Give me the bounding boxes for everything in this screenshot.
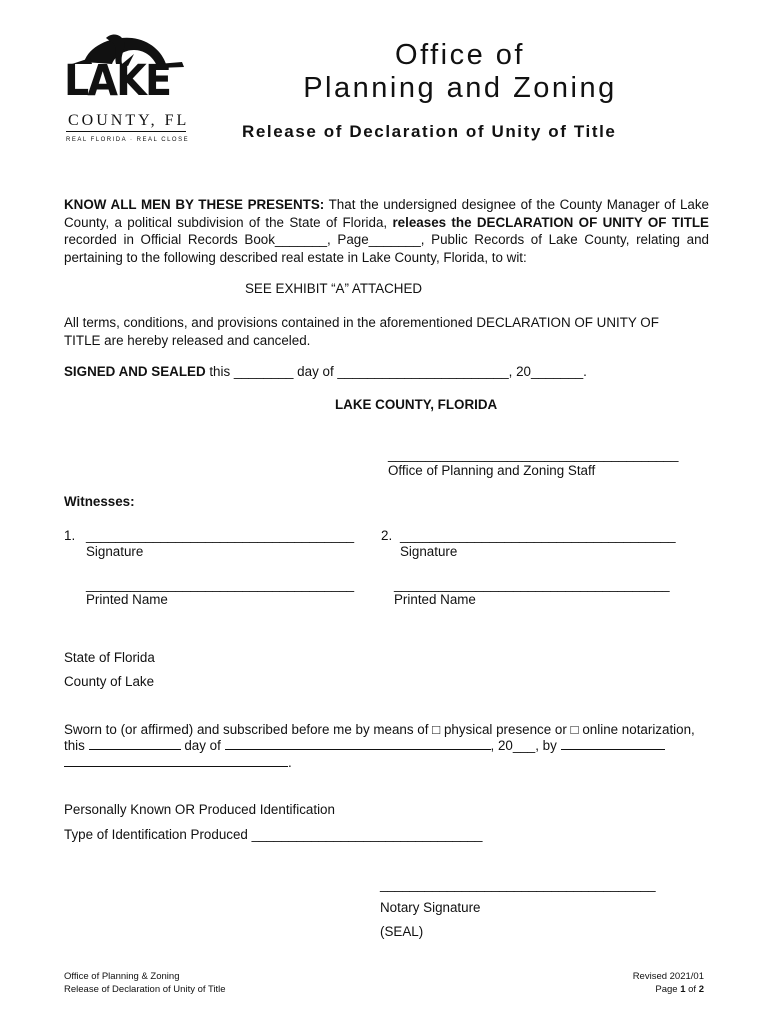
- period: .: [288, 755, 292, 770]
- notary-signature-line[interactable]: _____________________________________: [380, 877, 656, 892]
- logo-county: COUNTY, FL: [68, 112, 190, 129]
- page-title-line1: Office of: [395, 39, 525, 71]
- witness1-signature-label: Signature: [86, 544, 144, 559]
- page-title-line2: Planning and Zoning: [303, 72, 617, 104]
- footer-left: [64, 970, 226, 996]
- know-all-men-lead: KNOW ALL MEN BY THESE PRESENTS:: [64, 197, 325, 212]
- signed-sealed-blanks[interactable]: this ________ day of _______________________, 20_______.: [205, 364, 587, 379]
- physical-presence-label: physical presence or: [440, 722, 571, 737]
- county-of-lake: County of Lake: [64, 674, 155, 689]
- exhibit-reference: SEE EXHIBIT “A” ATTACHED: [245, 281, 423, 296]
- witness1-printed-line[interactable]: ____________________________________: [86, 577, 355, 592]
- staff-signature-line[interactable]: _______________________________________: [388, 447, 679, 462]
- witness1-number: 1.: [64, 528, 76, 543]
- release-paragraph: [64, 196, 709, 266]
- personally-known-text: Personally Known OR Produced Identification: [64, 802, 335, 817]
- county-heading: LAKE COUNTY, FLORIDA: [335, 397, 498, 412]
- year-by-label: , 20___, by: [490, 738, 557, 753]
- seal-label: (SEAL): [380, 924, 424, 939]
- terms-paragraph: All terms, conditions, and provisions contained in the aforementioned DECLARATION OF UNITY OF TITLE are hereby released and canceled.: [64, 315, 659, 348]
- witness2-signature-line[interactable]: _____________________________________: [400, 528, 676, 543]
- release-declaration-text: releases the DECLARATION OF UNITY OF TITLE: [392, 214, 709, 230]
- online-notarization-checkbox[interactable]: □: [570, 722, 579, 737]
- footer-right: [633, 970, 704, 996]
- name-line: [64, 754, 292, 772]
- document-subtitle: Release of Declaration of Unity of Title: [242, 122, 617, 141]
- signed-sealed-line: [64, 363, 587, 381]
- witnesses-heading: Witnesses:: [64, 494, 135, 509]
- name-blank[interactable]: [64, 754, 288, 767]
- physical-presence-checkbox[interactable]: □: [432, 722, 441, 737]
- sworn-text: Sworn to (or affirmed) and subscribed before me by means of: [64, 722, 433, 737]
- by-blank[interactable]: [561, 737, 665, 750]
- witness2-printed-label: Printed Name: [394, 592, 476, 607]
- day-of-label: day of: [184, 738, 221, 753]
- logo-wordmark: LAKE: [64, 56, 171, 106]
- logo-divider: [66, 131, 186, 132]
- witness1-printed-label: Printed Name: [86, 592, 168, 607]
- day-blank[interactable]: [89, 737, 181, 750]
- footer-office: Office of Planning & Zoning: [64, 971, 180, 982]
- online-notarization-label: online notarization,: [578, 722, 695, 737]
- signed-sealed-lead: SIGNED AND SEALED: [64, 364, 206, 379]
- month-blank[interactable]: [225, 737, 491, 750]
- paragraph-text: recorded in Official Records Book_______, Page_______, Public Records of Lake County, relating and pertaining to the following described real estate in Lake County, Florida, to wit:: [64, 232, 709, 265]
- footer-revised: Revised 2021/01: [632, 971, 704, 982]
- paragraph-text: That the undersigned designee of the County Manager of Lake County, a political subdivision of the State of Florida,: [64, 197, 710, 230]
- footer-page-number: Page 1 of 2: [655, 984, 704, 995]
- logo-tagline: REAL FLORIDA · REAL CLOSE: [66, 137, 190, 143]
- identification-type-line[interactable]: Type of Identification Produced _______________________________: [64, 827, 483, 842]
- witness2-printed-line[interactable]: _____________________________________: [394, 577, 670, 592]
- witness2-number: 2.: [381, 528, 393, 543]
- this-label: this: [64, 738, 85, 753]
- staff-signature-label: Office of Planning and Zoning Staff: [388, 463, 596, 478]
- witness2-signature-label: Signature: [400, 544, 458, 559]
- witness1-signature-line[interactable]: ____________________________________: [86, 528, 355, 543]
- state-of-florida: State of Florida: [64, 650, 155, 665]
- notary-signature-label: Notary Signature: [380, 900, 481, 915]
- footer-document: Release of Declaration of Unity of Title: [64, 984, 226, 995]
- notary-date-line: [64, 737, 665, 755]
